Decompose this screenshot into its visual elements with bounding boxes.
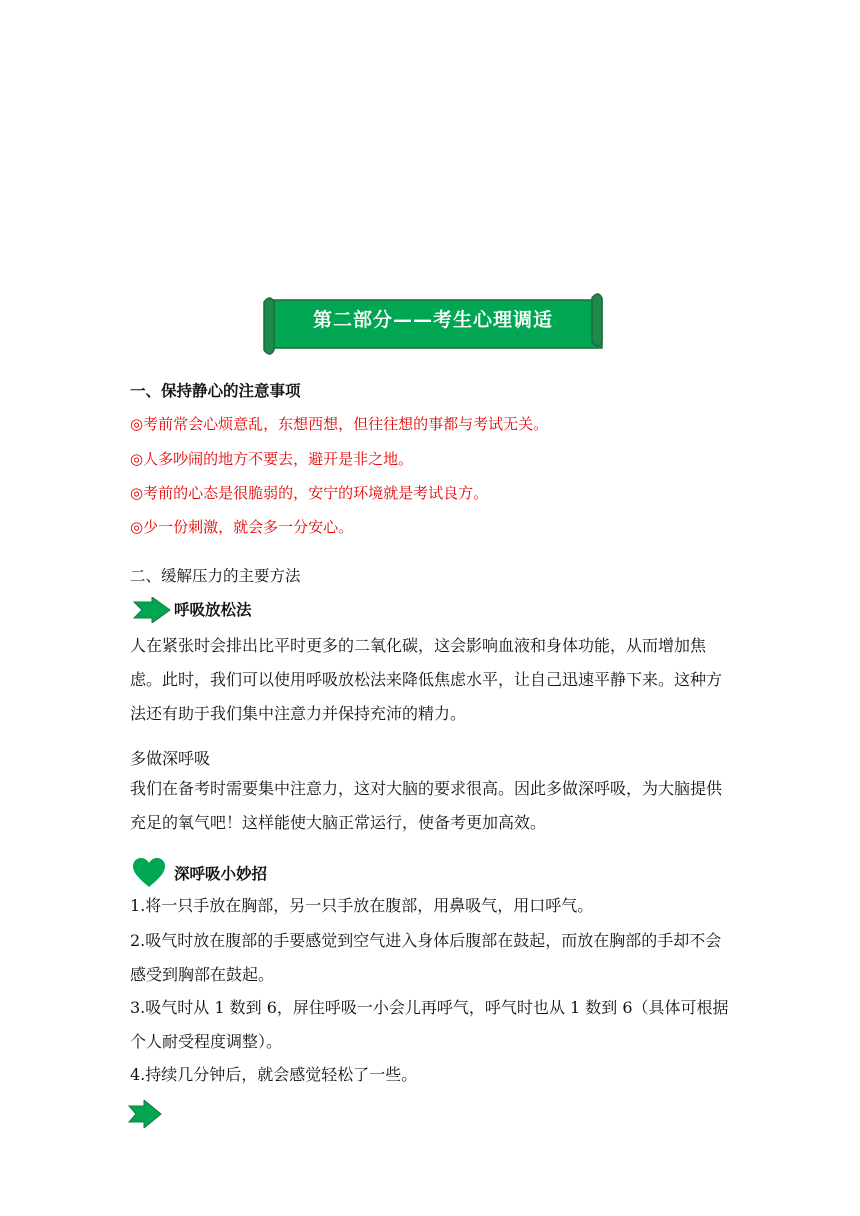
arrow-right-icon: [128, 1100, 162, 1128]
heart-icon: [132, 858, 166, 888]
section2-heading: 二、缓解压力的主要方法: [130, 567, 301, 585]
notice-item: ◎考前常会心烦意乱，东想西想，但往往想的事都与考试无关。: [130, 415, 549, 433]
arrow-right-icon: [132, 597, 172, 623]
tip-step: 3.吸气时从 1 数到 6，屏住呼吸一小会儿再呼气，呼气时也从 1 数到 6（具体可根据个人耐受程度调整）。: [130, 998, 729, 1051]
tip-step: 2.吸气时放在腹部的手要感觉到空气进入身体后腹部在鼓起，而放在胸部的手却不会感受到胸部在鼓起。: [130, 931, 722, 984]
notice-item: ◎考前的心态是很脆弱的，安宁的环境就是考试良方。: [130, 484, 489, 502]
notice-item: ◎人多吵闹的地方不要去，避开是非之地。: [130, 450, 414, 468]
method-paragraph: 人在紧张时会排出比平时更多的二氧化碳，这会影响血液和身体功能，从而增加焦虑。此时，我们可以使用呼吸放松法来降低焦虑水平，让自己迅速平静下来。这种方法还有助于我们集中注意力并保持充沛的精力。: [130, 636, 723, 723]
banner-title: 第二部分——考生心理调适: [312, 309, 553, 331]
tips-title: 深呼吸小妙招: [174, 865, 268, 883]
notice-item: ◎少一份刺激，就会多一分安心。: [130, 518, 354, 536]
section-banner: [262, 292, 604, 358]
tip-step: 4.持续几分钟后，就会感觉轻松了一些。: [130, 1065, 418, 1084]
section1-heading: 一、保持静心的注意事项: [130, 382, 301, 400]
deep-breath-paragraph: 我们在备考时需要集中注意力，这对大脑的要求很高。因此多做深呼吸，为大脑提供充足的氧气吧！这样能使大脑正常运行，使备考更加高效。: [130, 779, 723, 832]
method-title: 呼吸放松法: [174, 601, 252, 619]
deep-breath-title: 多做深呼吸: [130, 749, 211, 768]
tip-step: 1.将一只手放在胸部，另一只手放在腹部，用鼻吸气，用口呼气。: [130, 896, 594, 915]
